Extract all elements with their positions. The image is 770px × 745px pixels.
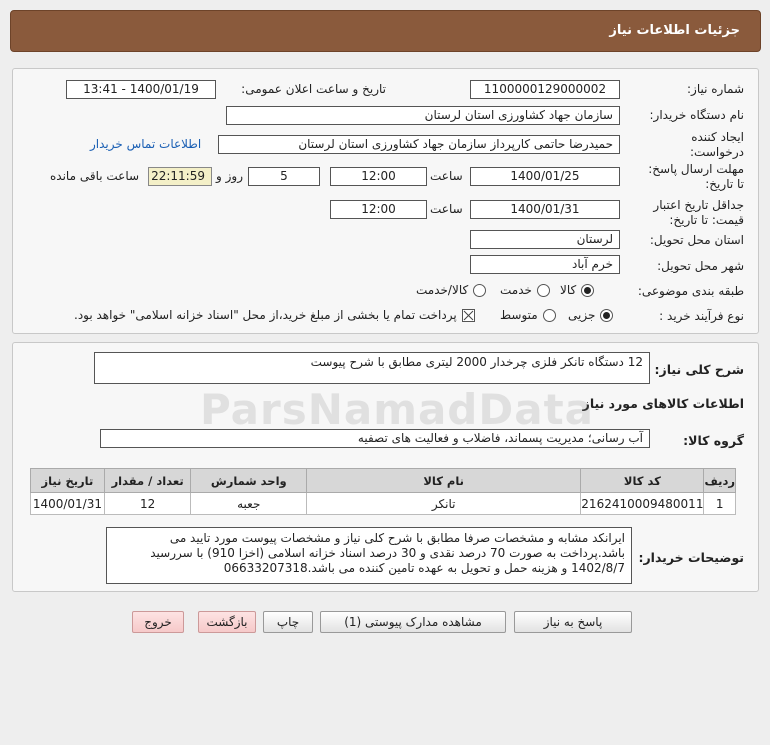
category-label: طبقه بندی موضوعی: [637, 284, 744, 298]
buyer-contact-link[interactable]: اطلاعات تماس خریدار [90, 137, 202, 151]
deadline-label-1: مهلت ارسال پاسخ: [648, 162, 744, 176]
city-label: شهر محل تحویل: [657, 259, 744, 273]
need-number-label: شماره نیاز: [687, 82, 744, 96]
process-option-minor[interactable]: جزیی [568, 308, 613, 322]
process-label: نوع فرآیند خرید : [659, 309, 744, 323]
creator-label-1: ایجاد کننده [691, 130, 744, 144]
remaining-time-field: 22:11:59 [148, 167, 212, 186]
deadline-days-field: 5 [248, 167, 320, 186]
buyer-label: نام دستگاه خریدار: [649, 108, 744, 122]
announce-field: 1400/01/19 - 13:41 [66, 80, 216, 99]
creator-label-2: درخواست: [690, 145, 744, 159]
buyer-notes-line: ایرانکد مشابه و مشخصات صرفا مطابق با شرح کلی نیاز و مشخصات پیوست مورد تایید می [169, 531, 625, 545]
validity-time-field: 12:00 [330, 200, 427, 219]
deadline-time-field: 12:00 [330, 167, 427, 186]
summary-field: 12 دستگاه تانکر فلزی چرخدار 2000 لیتری مطابق با شرح پیوست [94, 352, 650, 384]
buyer-notes-label: توضیحات خریدار: [638, 550, 744, 565]
category-option-goods-service[interactable]: کالا/خدمت [416, 283, 486, 297]
cell-name: تانکر [307, 493, 581, 515]
col-unit: واحد شمارش [191, 469, 307, 493]
radio-icon[interactable] [473, 284, 486, 297]
validity-date-field: 1400/01/31 [470, 200, 620, 219]
radio-icon[interactable] [537, 284, 550, 297]
treasury-payment-option[interactable]: پرداخت تمام یا بخشی از مبلغ خرید،از محل "اسناد خزانه اسلامی" خواهد بود. [74, 308, 475, 322]
category-option-goods[interactable]: کالا [560, 283, 594, 297]
watermark-logo: ParsNamadData [200, 385, 594, 434]
buyer-notes-line: باشد.پرداخت به صورت 70 درصد نقدی و 30 درصد اسناد خزانه اسلامی (اخزا 910) با سررسید [150, 546, 625, 560]
table-header-row [31, 469, 736, 493]
cell-code: 2162410009480011 [581, 493, 704, 515]
goods-section-title: اطلاعات کالاهای مورد نیاز [582, 396, 744, 411]
deadline-label-2: تا تاریخ: [705, 177, 744, 191]
back-button[interactable]: بازگشت [198, 611, 256, 633]
buyer-notes-field [106, 527, 632, 584]
process-option-medium[interactable]: متوسط [500, 308, 556, 322]
table-row [31, 493, 736, 515]
page-title: جزئیات اطلاعات نیاز [609, 23, 740, 38]
validity-label-1: جداقل تاریخ اعتبار [653, 198, 744, 212]
buyer-notes-line: 1402/8/7 و هزینه حمل و تحویل به عهده تامین کننده می باشد.06633207318 [223, 561, 625, 575]
goods-group-field: آب رسانی؛ مدیریت پسماند، فاضلاب و فعالیت های تصفیه [100, 429, 650, 448]
goods-table [30, 468, 736, 515]
page-header [10, 10, 761, 52]
exit-button[interactable]: خروج [132, 611, 184, 633]
validity-time-label: ساعت [430, 202, 463, 216]
province-field: لرستان [470, 230, 620, 249]
city-field: خرم آباد [470, 255, 620, 274]
creator-field: حمیدرضا حاتمی کارپرداز سازمان جهاد کشاورزی استان لرستان [218, 135, 620, 154]
announce-label: تاریخ و ساعت اعلان عمومی: [241, 82, 386, 96]
checkbox-crossed-icon[interactable] [462, 309, 475, 322]
print-button[interactable]: چاپ [263, 611, 313, 633]
cell-row: 1 [704, 493, 736, 515]
cell-unit: جعبه [191, 493, 307, 515]
reply-button[interactable]: پاسخ به نیاز [514, 611, 632, 633]
deadline-days-label: روز و [216, 169, 243, 183]
province-label: استان محل تحویل: [649, 233, 744, 247]
deadline-time-label: ساعت [430, 169, 463, 183]
validity-label-2: قیمت: تا تاریخ: [669, 213, 744, 227]
col-name: نام کالا [307, 469, 581, 493]
goods-group-label: گروه کالا: [683, 433, 744, 448]
cell-qty: 12 [104, 493, 191, 515]
remaining-time-label: ساعت باقی مانده [50, 169, 140, 183]
need-number-field: 1100000129000002 [470, 80, 620, 99]
radio-selected-icon[interactable] [600, 309, 613, 322]
buyer-field: سازمان جهاد کشاورزی استان لرستان [226, 106, 620, 125]
col-date: تاریخ نیاز [31, 469, 105, 493]
col-row: ردیف [704, 469, 736, 493]
col-qty: تعداد / مقدار [104, 469, 191, 493]
radio-selected-icon[interactable] [581, 284, 594, 297]
radio-icon[interactable] [543, 309, 556, 322]
summary-label: شرح کلی نیاز: [654, 362, 744, 377]
cell-date: 1400/01/31 [31, 493, 105, 515]
attachments-button[interactable]: مشاهده مدارک پیوستی (1) [320, 611, 506, 633]
category-option-service[interactable]: خدمت [500, 283, 550, 297]
deadline-date-field: 1400/01/25 [470, 167, 620, 186]
col-code: کد کالا [581, 469, 704, 493]
